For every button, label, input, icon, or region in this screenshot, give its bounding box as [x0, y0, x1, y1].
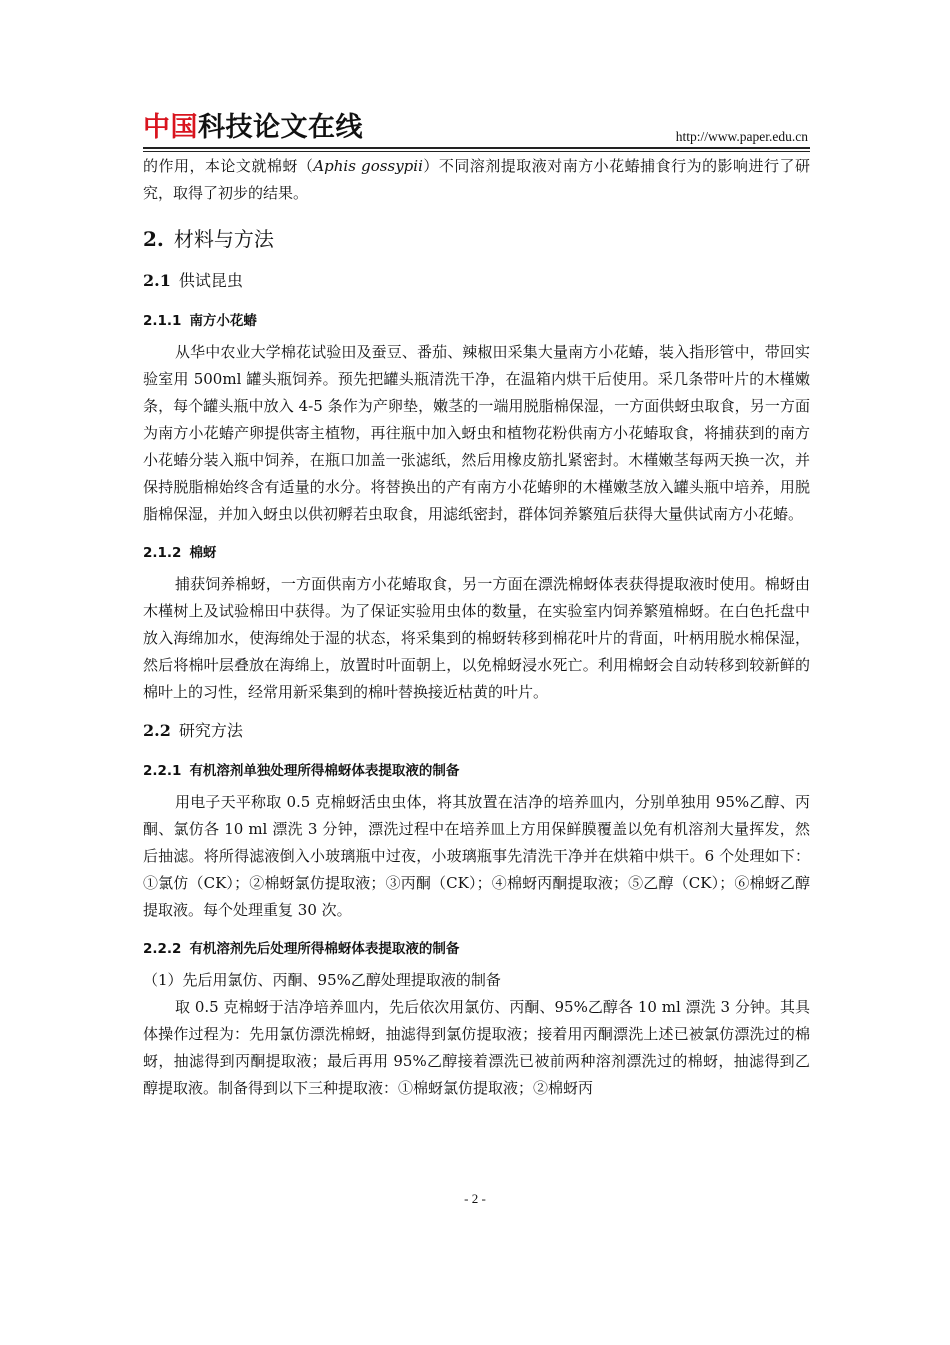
site-url[interactable]: http://www.paper.edu.cn: [675, 129, 808, 144]
intro-paragraph: [143, 153, 810, 207]
paragraph-2-2-1: 用电子天平称取 0.5 克棉蚜活虫虫体，将其放置在洁净的培养皿内，分别单独用 95%乙醇、丙酮、氯仿各 10 ml 漂洗 3 分钟，漂洗过程中在培养皿上方用保鲜膜覆盖以免有机溶剂大量挥发，然后抽滤。将所得滤液倒入小玻璃瓶中过夜，小玻璃瓶事先清洗干净并在烘箱中烘干。6 个处理如下：①氯仿（CK）；②棉蚜氯仿提取液；③丙酮（CK）；④棉蚜丙酮提取液；⑤乙醇（CK）；⑥棉蚜乙醇提取液。每个处理重复 30 次。: [143, 793, 810, 919]
subsubsection-number: 2.1.1: [143, 313, 182, 329]
intro-text-before: 的作用，本论文就棉蚜（: [143, 157, 314, 175]
subsection-title: 供试昆虫: [178, 271, 243, 290]
logo-text-red: 中国: [143, 112, 198, 143]
subsubsection-title: 有机溶剂先后处理所得棉蚜体表提取液的制备: [189, 941, 460, 957]
species-name: Aphis gossypii: [313, 157, 423, 175]
site-logo: [143, 112, 363, 144]
intro-text-after: ）不同溶剂提取液对南方小花蝽捕食行为的影响进行了研究，取得了初步的结果。: [143, 157, 810, 202]
page-number: - 2 -: [464, 1191, 486, 1206]
list-item-1: （1）先后用氯仿、丙酮、95%乙醇处理提取液的制备: [143, 971, 501, 989]
paragraph-2-1-2: 捕获饲养棉蚜，一方面供南方小花蝽取食，另一方面在漂洗棉蚜体表获得提取液时使用。棉蚜由木槿树上及试验棉田中获得。为了保证实验用虫体的数量，在实验室内饲养繁殖棉蚜。在白色托盘中放入海绵加水，使海绵处于湿的状态，将采集到的棉蚜转移到棉花叶片的背面，叶柄用脱水棉保湿，然后将棉叶层叠放在海绵上，放置时叶面朝上，以免棉蚜浸水死亡。利用棉蚜会自动转移到较新鲜的棉叶上的习性，经常用新采集到的棉叶替换接近枯黄的叶片。: [143, 575, 810, 701]
section-title: 材料与方法: [173, 227, 274, 251]
subsection-number: 2.2: [143, 721, 171, 740]
subsubsection-heading-2-2-2: [143, 936, 810, 962]
section-number: 2.: [143, 227, 164, 251]
subsubsection-heading-2-1-1: [143, 308, 810, 334]
header-rule-thick: [143, 147, 810, 149]
subsection-heading-2-1: [143, 266, 810, 296]
subsubsection-number: 2.1.2: [143, 545, 182, 561]
logo-text-black: 科技论文在线: [198, 112, 363, 143]
subsection-title: 研究方法: [178, 721, 243, 740]
subsubsection-heading-2-2-1: [143, 758, 810, 784]
subsection-heading-2-2: [143, 716, 810, 746]
subsection-number: 2.1: [143, 271, 171, 290]
subsubsection-title: 棉蚜: [189, 545, 217, 561]
page-content: [143, 153, 810, 1102]
subsubsection-heading-2-1-2: [143, 540, 810, 566]
subsubsection-number: 2.2.1: [143, 763, 182, 779]
subsubsection-number: 2.2.2: [143, 941, 182, 957]
paragraph-2-2-2: 取 0.5 克棉蚜于洁净培养皿内，先后依次用氯仿、丙酮、95%乙醇各 10 ml 漂洗 3 分钟。其具体操作过程为：先用氯仿漂洗棉蚜，抽滤得到氯仿提取液；接着用丙酮漂洗上述已被氯仿漂洗过的棉蚜，抽滤得到丙酮提取液；最后再用 95%乙醇接着漂洗已被前两种溶剂漂洗过的棉蚜，抽滤得到乙醇提取液。制备得到以下三种提取液：①棉蚜氯仿提取液；②棉蚜丙: [143, 998, 810, 1097]
subsubsection-title: 南方小花蝽: [189, 313, 257, 329]
paragraph-2-1-1: 从华中农业大学棉花试验田及蚕豆、番茄、辣椒田采集大量南方小花蝽，装入指形管中，带回实验室用 500ml 罐头瓶饲养。预先把罐头瓶清洗干净，在温箱内烘干后使用。采几条带叶片的木槿嫩条，每个罐头瓶中放入 4-5 条作为产卵垫，嫩茎的一端用脱脂棉保湿，一方面供蚜虫取食，另一方面为南方小花蝽产卵提供寄主植物，再往瓶中加入蚜虫和植物花粉供南方小花蝽取食，将捕获到的南方小花蝽分装入瓶中饲养，在瓶口加盖一张滤纸，然后用橡皮筋扎紧密封。木槿嫩茎每两天换一次，并保持脱脂棉始终含有适量的水分。将替换出的产有南方小花蝽卵的木槿嫩茎放入罐头瓶中培养，用脱脂棉保湿，并加入蚜虫以供初孵若虫取食，用滤纸密封，群体饲养繁殖后获得大量供试南方小花蝽。: [143, 343, 810, 523]
section-heading-2: [143, 222, 810, 256]
subsubsection-title: 有机溶剂单独处理所得棉蚜体表提取液的制备: [189, 763, 460, 779]
header-rule-thin: [143, 151, 810, 152]
